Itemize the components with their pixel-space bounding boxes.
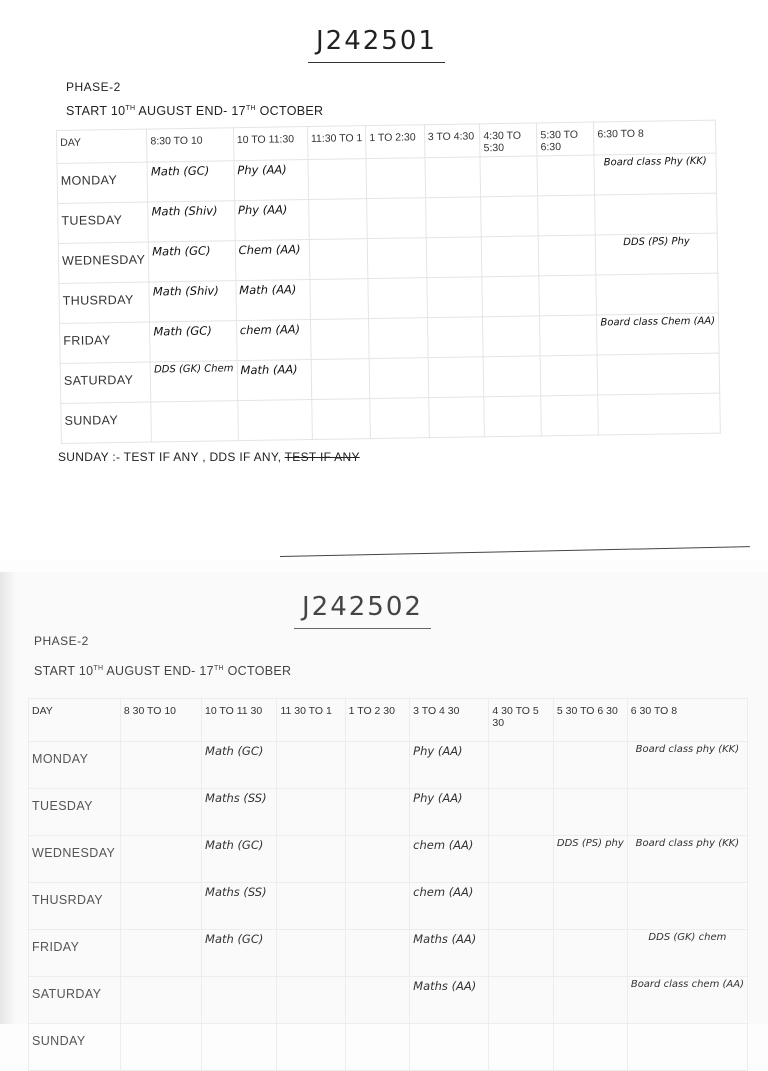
schedule-cell [308, 199, 367, 240]
day-label: WEDNESDAY [29, 836, 121, 883]
class-entry: Board class chem (AA) [630, 979, 744, 990]
day-label: WEDNESDAY [58, 242, 149, 283]
schedule-cell [489, 883, 554, 930]
schedule-cell [202, 789, 277, 836]
schedule-cell [596, 233, 718, 275]
schedule-cell [428, 397, 484, 438]
end-day: 17 [199, 664, 214, 678]
class-entry: chem (AA) [239, 322, 301, 338]
header-slot: 6 30 TO 8 [627, 699, 747, 742]
table-row [29, 883, 748, 930]
class-entry: DDS (GK) Chem [153, 363, 234, 376]
schedule-cell [310, 319, 369, 360]
schedule-cell [369, 358, 428, 399]
schedule-cell [277, 1024, 345, 1071]
schedule-cell [553, 836, 627, 883]
schedule-cell [120, 930, 201, 977]
end-label: END- [195, 104, 228, 118]
schedule-cell [538, 195, 596, 236]
schedule-cell [427, 317, 483, 358]
header-day: DAY [57, 129, 148, 163]
schedule-cell [120, 789, 201, 836]
schedule-cell [480, 156, 538, 197]
batch-code: J242502 [294, 592, 431, 629]
header-slot: 6:30 TO 8 [594, 120, 716, 155]
schedule-cell [410, 883, 489, 930]
header-slot: 4 30 TO 5 30 [489, 699, 554, 742]
day-label: THUSRDAY [29, 883, 121, 930]
class-entry: Math (GC) [152, 243, 211, 259]
schedule-cell [553, 977, 627, 1024]
header-slot: 11 30 TO 1 [277, 699, 345, 742]
schedule-cell [202, 977, 277, 1024]
schedule-cell [345, 977, 410, 1024]
header-slot: 5 30 TO 6 30 [553, 699, 627, 742]
header-slot: 10 TO 11:30 [233, 127, 308, 161]
header-slot: 8 30 TO 10 [120, 699, 201, 742]
batch-code: J242501 [308, 26, 445, 63]
start-month: AUGUST [138, 104, 193, 118]
schedule-cell [539, 275, 597, 316]
class-entry: Math (GC) [205, 744, 264, 758]
schedule-cell [366, 158, 425, 199]
schedule-cell [151, 401, 238, 442]
schedule-cell [484, 396, 542, 437]
schedule-cell [410, 836, 489, 883]
phase-label: PHASE-2 [66, 80, 121, 94]
schedule-cell [345, 789, 410, 836]
class-entry: Phy (AA) [413, 791, 463, 805]
timetable-sheet-2 [0, 572, 768, 1048]
schedule-cell [410, 1024, 489, 1071]
schedule-cell [597, 313, 719, 355]
sunday-note-struck: TEST IF ANY [284, 450, 360, 464]
day-label: MONDAY [29, 742, 121, 789]
class-entry: Maths (AA) [413, 932, 477, 946]
schedule-cell [627, 1024, 747, 1071]
schedule-cell [150, 321, 237, 362]
schedule-cell [627, 789, 747, 836]
date-range [34, 664, 291, 678]
day-label: TUESDAY [29, 789, 121, 836]
schedule-cell [410, 930, 489, 977]
schedule-cell [595, 193, 717, 235]
table-row [29, 836, 748, 883]
schedule-cell [150, 361, 237, 402]
schedule-cell [277, 977, 345, 1024]
class-entry: Math (GC) [205, 838, 264, 852]
schedule-cell [237, 400, 312, 441]
schedule-cell [481, 236, 539, 277]
schedule-cell [147, 161, 234, 202]
schedule-cell [277, 836, 345, 883]
schedule-cell [235, 240, 310, 281]
schedule-cell [277, 789, 345, 836]
class-entry: Phy (AA) [413, 744, 463, 758]
schedule-cell [553, 883, 627, 930]
schedule-cell [309, 239, 368, 280]
schedule-cell [627, 836, 747, 883]
schedule-cell [427, 277, 483, 318]
class-entry: Math (Shiv) [151, 203, 218, 219]
schedule-cell [410, 977, 489, 1024]
start-suffix: TH [93, 664, 104, 672]
start-month: AUGUST [106, 664, 161, 678]
schedule-cell [148, 201, 235, 242]
schedule-cell [202, 930, 277, 977]
phase-label: PHASE-2 [34, 634, 89, 648]
schedule-cell [426, 237, 482, 278]
schedule-cell [367, 238, 426, 279]
schedule-cell [598, 393, 720, 435]
schedule-cell [120, 836, 201, 883]
schedule-cell [345, 883, 410, 930]
day-label: SUNDAY [29, 1024, 121, 1071]
day-label: FRIDAY [60, 322, 151, 363]
schedule-cell [202, 883, 277, 930]
schedule-cell [367, 198, 426, 239]
header-slot: 8:30 TO 10 [147, 128, 234, 162]
schedule-cell [277, 930, 345, 977]
class-entry: Board class Phy (KK) [603, 155, 707, 169]
schedule-cell [410, 742, 489, 789]
schedule-cell [482, 276, 540, 317]
class-entry: Board class Chem (AA) [600, 315, 716, 329]
schedule-cell [540, 355, 598, 396]
schedule-cell [311, 359, 370, 400]
class-entry: DDS (PS) Phy [623, 236, 690, 249]
class-entry: Phy (AA) [237, 202, 288, 218]
schedule-cell [310, 279, 369, 320]
table-row [29, 742, 748, 789]
header-slot: 5:30 TO 6:30 [537, 122, 595, 156]
start-label: START [66, 104, 108, 118]
schedule-cell [345, 836, 410, 883]
schedule-cell [202, 836, 277, 883]
table-row [29, 977, 748, 1024]
header-day: DAY [29, 699, 121, 742]
day-label: TUESDAY [58, 202, 149, 243]
schedule-cell [277, 883, 345, 930]
schedule-cell [627, 930, 747, 977]
schedule-cell [489, 1024, 554, 1071]
class-entry: Chem (AA) [238, 242, 301, 258]
schedule-cell [627, 883, 747, 930]
schedule-cell [594, 153, 716, 195]
schedule-cell [368, 278, 427, 319]
schedule-cell [120, 977, 201, 1024]
schedule-cell [425, 157, 481, 198]
schedule-cell [345, 742, 410, 789]
class-entry: Math (GC) [205, 932, 264, 946]
schedule-cell [428, 357, 484, 398]
schedule-cell [553, 742, 627, 789]
schedule-cell [489, 977, 554, 1024]
end-month: OCTOBER [259, 104, 324, 118]
class-entry: chem (AA) [413, 885, 474, 899]
schedule-cell [312, 399, 371, 440]
schedule-cell [308, 159, 367, 200]
class-entry: Board class phy (KK) [635, 744, 740, 755]
schedule-cell [489, 836, 554, 883]
schedule-cell [234, 200, 309, 241]
header-slot: 11:30 TO 1 [307, 126, 366, 160]
schedule-cell [489, 742, 554, 789]
class-entry: Phy (AA) [237, 162, 287, 178]
day-label: FRIDAY [29, 930, 121, 977]
schedule-cell [537, 155, 595, 196]
class-entry: DDS (PS) phy [556, 838, 624, 849]
class-entry: Math (GC) [150, 163, 210, 179]
start-day: 10 [110, 104, 126, 118]
schedule-cell [489, 930, 554, 977]
schedule-cell [236, 280, 311, 321]
start-suffix: TH [125, 104, 136, 112]
schedule-cell [149, 241, 236, 282]
header-slot: 3 TO 4:30 [424, 124, 480, 158]
day-label: SUNDAY [61, 402, 152, 443]
schedule-cell [539, 235, 597, 276]
class-entry: Maths (AA) [413, 979, 477, 993]
class-entry: Math (GC) [153, 323, 212, 339]
table-row [29, 789, 748, 836]
end-suffix: TH [245, 104, 256, 112]
schedule-cell [237, 360, 312, 401]
class-entry: DDS (GK) chem [648, 932, 727, 943]
schedule-cell [597, 353, 719, 395]
header-slot: 3 TO 4 30 [410, 699, 489, 742]
schedule-cell [489, 789, 554, 836]
schedule-cell [345, 930, 410, 977]
schedule-cell [277, 742, 345, 789]
class-entry: chem (AA) [413, 838, 474, 852]
schedule-cell [425, 197, 481, 238]
day-label: SATURDAY [60, 362, 151, 403]
schedule-cell [120, 1024, 201, 1071]
header-slot: 1 TO 2:30 [366, 125, 425, 159]
start-label: START [34, 664, 76, 678]
day-label: THUSRDAY [59, 282, 150, 323]
date-range [66, 104, 323, 118]
end-suffix: TH [213, 664, 224, 672]
schedule-cell [596, 273, 718, 315]
schedule-cell [540, 315, 598, 356]
class-entry: Maths (SS) [205, 885, 267, 899]
schedule-cell [234, 160, 309, 201]
class-entry: Board class phy (KK) [635, 838, 740, 849]
schedule-cell [202, 1024, 277, 1071]
day-label: MONDAY [57, 162, 148, 203]
schedule-cell [236, 320, 311, 361]
schedule-cell [120, 883, 201, 930]
header-slot: 1 TO 2 30 [345, 699, 410, 742]
table-row [29, 930, 748, 977]
schedule-cell [541, 395, 599, 436]
schedule-cell [627, 742, 747, 789]
sunday-note [58, 450, 360, 464]
day-label: SATURDAY [29, 977, 121, 1024]
schedule-cell [369, 318, 428, 359]
table-row [29, 1024, 748, 1071]
class-entry: Maths (SS) [205, 791, 267, 805]
schedule-cell [202, 742, 277, 789]
schedule-cell [481, 196, 539, 237]
end-month: OCTOBER [227, 664, 292, 678]
end-day: 17 [231, 104, 246, 118]
class-entry: Math (AA) [240, 362, 298, 378]
sunday-note-text: SUNDAY :- TEST IF ANY , DDS IF ANY, [58, 450, 282, 464]
schedule-cell [483, 316, 541, 357]
schedule-cell [483, 356, 541, 397]
start-day: 10 [78, 664, 94, 678]
timetable [56, 120, 721, 444]
class-entry: Math (AA) [239, 282, 297, 298]
schedule-cell [120, 742, 201, 789]
schedule-cell [149, 281, 236, 322]
timetable [28, 698, 748, 1071]
header-slot: 10 TO 11 30 [202, 699, 277, 742]
schedule-cell [345, 1024, 410, 1071]
class-entry: Math (Shiv) [152, 283, 219, 299]
schedule-cell [553, 930, 627, 977]
schedule-cell [370, 398, 429, 439]
schedule-cell [410, 789, 489, 836]
schedule-cell [553, 1024, 627, 1071]
header-slot: 4:30 TO 5:30 [480, 123, 538, 157]
end-label: END- [163, 664, 196, 678]
schedule-cell [627, 977, 747, 1024]
schedule-cell [553, 789, 627, 836]
